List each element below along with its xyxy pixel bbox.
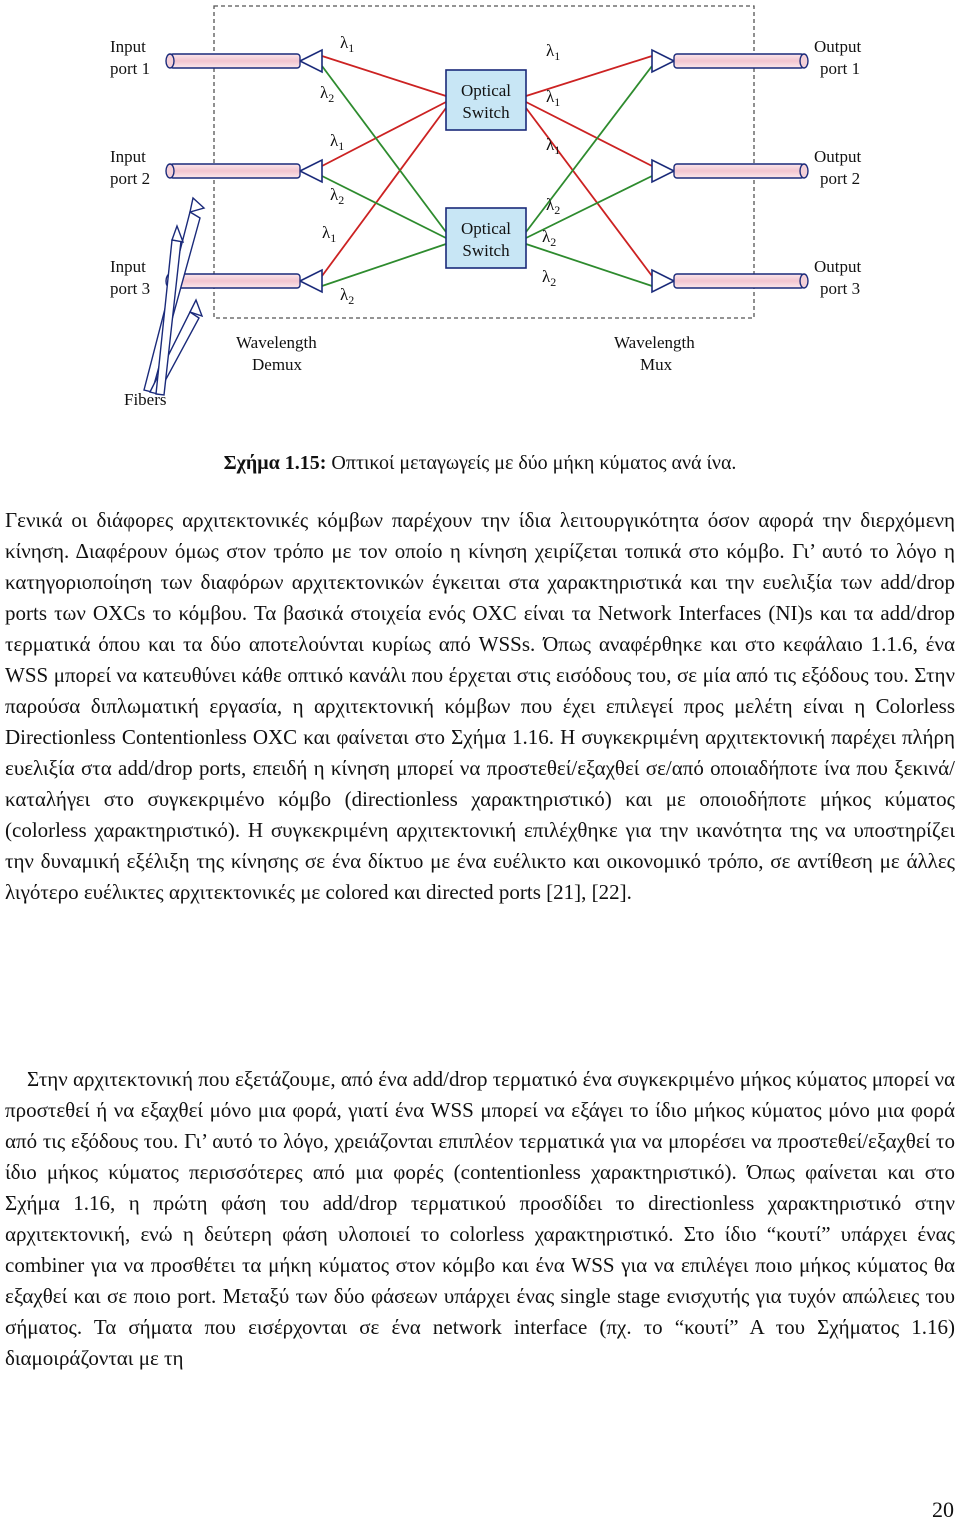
- node-boundary: [214, 6, 754, 318]
- optical-switch-2: [446, 208, 526, 268]
- optical-switch-1: [446, 70, 526, 130]
- switch-1-label: Optical Switch: [460, 81, 512, 122]
- figure-caption: [0, 450, 960, 476]
- mux-label: Wavelength Mux: [614, 333, 695, 374]
- lambda-label: $\lambda_2$: [546, 195, 561, 217]
- output-port-3-label: Output port 3: [814, 257, 862, 298]
- input-port-2-label: Input port 2: [110, 147, 151, 188]
- input-port-labels: [110, 37, 150, 298]
- caption-text: Οπτικοί μεταγωγείς με δύο μήκη κύματος ανά ίνα.: [326, 452, 737, 474]
- lambda-label: $\lambda_2$: [330, 185, 345, 207]
- lambda-label: $\lambda_1$: [340, 33, 355, 55]
- paragraph-2: Στην αρχιτεκτονική που εξετάζουμε, από ένα add/drop τερματικό ένα συγκεκριμένο μήκος κύματος μπορεί να προστεθεί ή να εξαχθεί μόνο μια φορά, γιατί ένα WSS μπορεί να εξάγει το ίδιο μήκος κύματος μόνο μια φορά από τις εξόδους του. Γι’ αυτό το λόγο, χρειάζονται επιπλέον τερματικά για να μπορέσει να προστεθεί/εξαχθεί το ίδιο μήκος κύματος περισσότερες από μια φορές (contentionless χαρακτηριστικό). Όπως φαίνεται και στο Σχήμα 1.16, η πρώτη φάση του add/drop τερματικού προσδίδει το directionless χαρακτηριστικό στην αρχιτεκτονική, ενώ η δεύτερη φάση υλοποιεί το colorless χαρακτηριστικό. Στο ίδιο “κουτί” υπάρχει ένας combiner για να προσθέτει τα μήκη κύματος στον κόμβο και ένα WSS για να επιλέγει ποιο μήκος κύματος θα εξαχθεί και σε ποιο port. Μεταξύ των δύο φάσεων υπάρχει ένας single stage ενισχυτής για τυχόν απώλειες του σήματος. Τα σήματα που εισέρχονται σε ένα network interface (πχ. το “κουτί” Α του Σχήματος 1.16) διαμοιράζονται με τη: [5, 1067, 955, 1370]
- input-port-1-label: Input port 1: [110, 37, 151, 78]
- fibers-label: Fibers: [124, 390, 167, 409]
- optical-switch-figure: [0, 0, 960, 420]
- lambda-label: $\lambda_1$: [546, 135, 561, 157]
- output-fibers: [674, 54, 808, 288]
- lambda-label: $\lambda_1$: [546, 41, 561, 63]
- wavelength-demux: [300, 50, 322, 292]
- fibers-arrows: [144, 198, 204, 395]
- caption-label: Σχήμα 1.15:: [223, 452, 327, 474]
- lambda-label: $\lambda_2$: [542, 227, 557, 249]
- output-port-2-label: Output port 2: [814, 147, 862, 188]
- input-port-3-label: Input port 3: [110, 257, 151, 298]
- wavelength-mux: [652, 50, 674, 292]
- lambda-label: $\lambda_2$: [320, 83, 335, 105]
- output-port-labels: [814, 37, 862, 298]
- paragraph-1: Γενικά οι διάφορες αρχιτεκτονικές κόμβων παρέχουν την ίδια λειτουργικότητα όσον αφορά την διερχόμενη κίνηση. Διαφέρουν όμως στον τρόπο με τον οποίο η κίνηση χειρίζεται τοπικά στο κόμβο. Γι’ αυτό το λόγο η κατηγοριοποίηση των διαφόρων αρχιτεκτονικών έγκειται στα χαρακτηριστικά και την ευελιξία των add/drop ports των OXCs το κόμβου. Τα βασικά στοιχεία ενός OXC είναι τα Network Interfaces (NI)s και τα add/drop τερματικά όπου και τα δύο αποτελούνται κυρίως από WSSs. Όπως αναφέρθηκε και στο κεφάλαιο 1.1.6, ένα WSS μπορεί να κατευθύνει κάθε οπτικό κανάλι που έρχεται στις εισόδους του, σε μία από τις εξόδους του. Στην παρούσα διπλωματική εργασία, η αρχιτεκτονική κόμβων που έχει επιλεγεί προς μελέτη είναι η Colorless Directionless Contentionless OXC και φαίνεται στο Σχήμα 1.16. Η συγκεκριμένη αρχιτεκτονική παρέχει πλήρη ευελιξία στα add/drop ports, επειδή η κίνηση μπορεί να προστεθεί/εξαχθεί σε/από οποιαδήποτε ίνα που ξεκινά/καταλήγει στο συγκεκριμένο κόμβο (directionless χαρακτηριστικό) και με οποιοδήποτε μήκος κύματος (colorless χαρακτηριστικό). Η συγκεκριμένη αρχιτεκτονική επιλέχθηκε για την ικανότητα της να υποστηρίζει την δυναμική εξέλιξη της κίνησης σε ένα δίκτυο με ένα ευέλικτο και οικονομικό τρόπο, σε αντίθεση με άλλες λιγότερο ευέλικτες αρχιτεκτονικές με colored και directed ports [21], [22].: [5, 508, 955, 904]
- lambda-label: $\lambda_1$: [546, 87, 561, 109]
- demux-label: Wavelength Demux: [236, 333, 317, 374]
- page-number: 20: [932, 1497, 954, 1522]
- lambda-label: $\lambda_1$: [322, 223, 337, 245]
- output-port-1-label: Output port 1: [814, 37, 862, 78]
- switch-2-label: Optical Switch: [460, 219, 512, 260]
- lambda-label: $\lambda_2$: [340, 285, 355, 307]
- lambda-label: $\lambda_2$: [542, 267, 557, 289]
- lambda-label: $\lambda_1$: [330, 131, 345, 153]
